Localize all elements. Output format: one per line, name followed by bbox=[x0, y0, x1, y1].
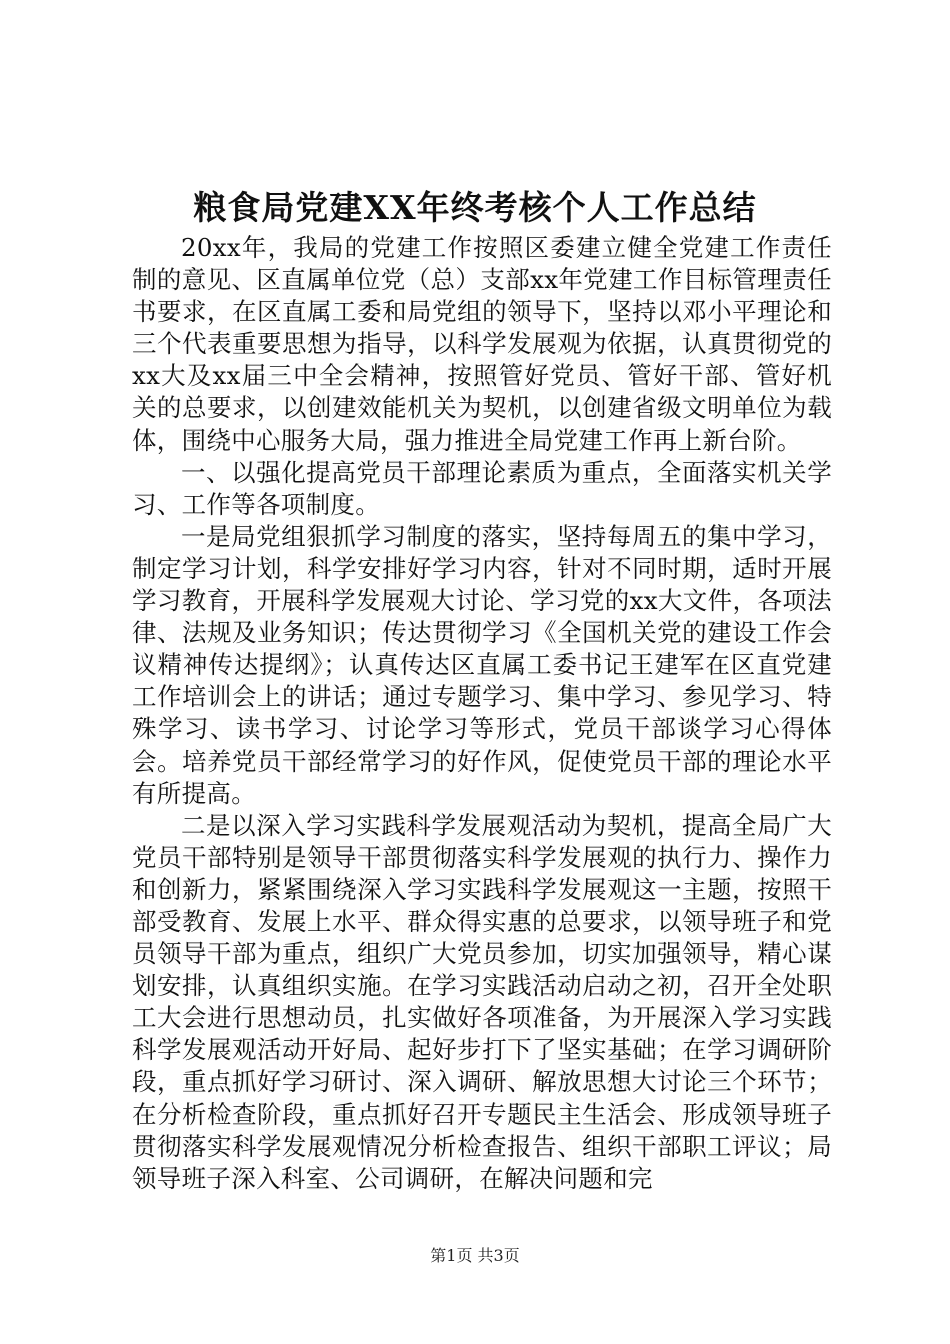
document-body bbox=[132, 232, 832, 1195]
paragraph-point-2: 二是以深入学习实践科学发展观活动为契机，提高全局广大党员干部特别是领导干部贯彻落实科学发展观的执行力、操作力和创新力，紧紧围绕深入学习实践科学发展观这一主题，按照干部受教育、发展上水平、群众得实惠的总要求，以领导班子和党员领导干部为重点，组织广大党员参加，切实加强领导，精心谋划安排，认真组织实施。在学习实践活动启动之初，召开全处职工大会进行思想动员，扎实做好各项准备，为开展深入学习实践科学发展观活动开好局、起好步打下了坚实基础；在学习调研阶段，重点抓好学习研讨、深入调研、解放思想大讨论三个环节；在分析检查阶段，重点抓好召开专题民主生活会、形成领导班子贯彻落实科学发展观情况分析检查报告、组织干部职工评议；局领导班子深入科室、公司调研，在解决问题和完 bbox=[132, 810, 832, 1193]
paragraph-intro: 20xx年，我局的党建工作按照区委建立健全党建工作责任制的意见、区直属单位党（总）支部xx年党建工作目标管理责任书要求，在区直属工委和局党组的领导下，坚持以邓小平理论和三个代表重要思想为指导，以科学发展观为依据，认真贯彻党的xx大及xx届三中全会精神，按照管好党员、管好干部、管好机关的总要求，以创建效能机关为契机，以创建省级文明单位为载体，围绕中心服务大局，强力推进全局党建工作再上新台阶。 bbox=[132, 233, 832, 455]
paragraph-section-heading-1: 一、以强化提高党员干部理论素质为重点，全面落实机关学习、工作等各项制度。 bbox=[132, 457, 832, 519]
document-title: 粮食局党建XX年终考核个人工作总结 bbox=[193, 188, 757, 227]
page-number-footer: 第1页 共3页 bbox=[430, 1246, 520, 1265]
paragraph-point-1: 一是局党组狠抓学习制度的落实，坚持每周五的集中学习，制定学习计划，科学安排好学习内容，针对不同时期，适时开展学习教育，开展科学发展观大讨论、学习党的xx大文件，各项法律、法规及业务知识；传达贯彻学习《全国机关党的建设工作会议精神传达提纲》；认真传达区直属工委书记王建军在区直党建工作培训会上的讲话；通过专题学习、集中学习、参见学习、特殊学习、读书学习、讨论学习等形式，党员干部谈学习心得体会。培养党员干部经常学习的好作风，促使党员干部的理论水平有所提高。 bbox=[132, 521, 832, 808]
